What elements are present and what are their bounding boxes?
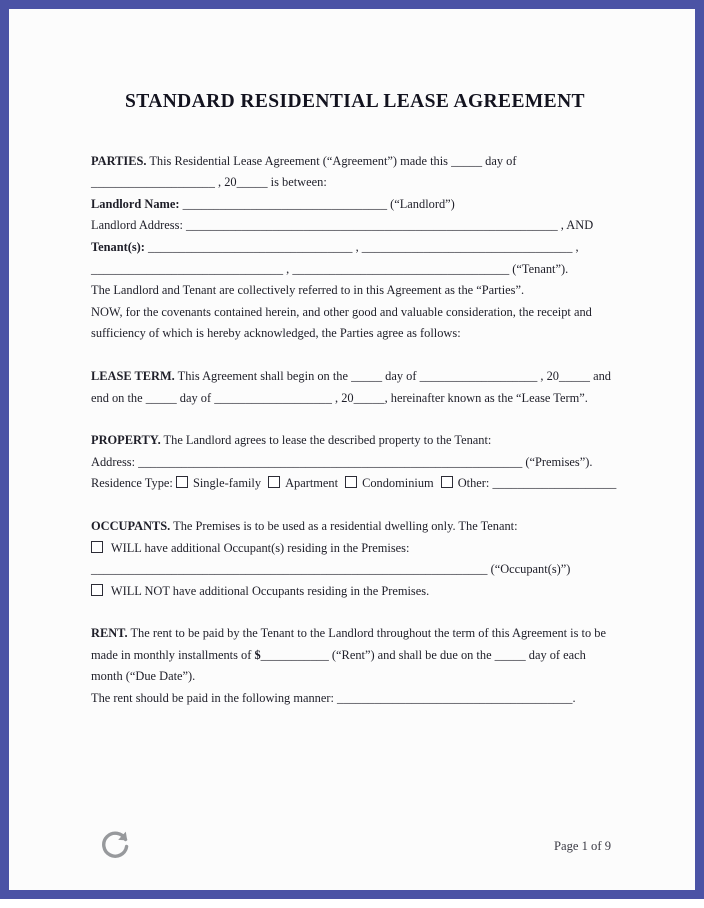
text-run: The Landlord agrees to lease the described property to the Tenant: — [160, 433, 492, 448]
blank-begin-year: _____ — [559, 368, 590, 383]
residence-type-line — [91, 473, 619, 495]
rent-paragraph — [91, 623, 619, 688]
text-run: , — [283, 261, 293, 276]
text-run: , AND — [557, 218, 594, 233]
text-run: , — [352, 239, 362, 254]
blank-end-month: ___________________ — [214, 390, 332, 405]
text-run: day of — [382, 368, 420, 383]
blank-due-day: _____ — [494, 647, 526, 662]
tenants-line — [91, 237, 619, 280]
text-run: The Premises is to be used as a residential dwelling only. The Tenant: — [170, 518, 518, 533]
blank-tenant-2: __________________________________ — [361, 239, 573, 254]
blank-tenant-4: ___________________________________ — [292, 261, 510, 276]
dollar-sign: $ — [254, 647, 261, 662]
text-run: . — [572, 691, 576, 706]
landlord-address-label: Landlord Address: — [91, 218, 186, 233]
text-run: This Residential Lease Agreement (“Agreement”) made this — [146, 153, 452, 168]
page-footer — [97, 828, 611, 864]
document-title: STANDARD RESIDENTIAL LEASE AGREEMENT — [125, 91, 585, 112]
occupants-will-not-line — [91, 581, 619, 603]
section-lease-term — [91, 366, 619, 409]
blank-landlord-address: ____________________________________________________________ — [185, 218, 558, 233]
checkbox-single-family-icon — [176, 476, 188, 488]
property-heading: PROPERTY. — [91, 433, 161, 448]
blank-begin-day: _____ — [351, 368, 383, 383]
rent-manner-line — [91, 688, 619, 710]
manner-label: The rent should be paid in the following manner: — [91, 691, 338, 706]
text-run: WILL NOT have additional Occupants residing in the Premises. — [108, 583, 430, 598]
text-run: WILL have additional Occupant(s) residing in the Premises: — [108, 540, 410, 555]
text-run: day of — [482, 153, 517, 168]
text-run: day of each month (“Due Date”). — [91, 647, 586, 684]
text-run: This Agreement shall begin on the — [174, 368, 352, 383]
checkbox-condominium-icon — [345, 476, 357, 488]
occupants-heading: OCCUPANTS. — [91, 518, 171, 533]
landlord-name-line — [91, 194, 619, 216]
blank-property-address: ______________________________________________________________ — [138, 454, 523, 469]
residence-type-label: Residence Type: — [91, 476, 176, 491]
parties-intro-line — [91, 151, 619, 194]
blank-begin-month: ___________________ — [419, 368, 538, 383]
text-run: The rent to be paid by the Tenant to the Landlord throughout the term of this Agreement is to be made in monthly installments of — [91, 626, 606, 662]
blank-other-type: ____________________ — [492, 476, 617, 491]
blank-occupant-names: ________________________________________________________________ — [91, 562, 488, 577]
text-run: , 20 — [331, 390, 354, 405]
occupants-blank-line — [91, 559, 619, 581]
blank-day: _____ — [451, 153, 483, 168]
blank-month: ____________________ — [91, 175, 215, 190]
occupants-intro-line — [91, 516, 619, 538]
parties-heading: PARTIES. — [91, 153, 147, 168]
parties-collective-line: The Landlord and Tenant are collectively referred to in this Agreement as the “Parties”. — [91, 283, 525, 298]
checkbox-apartment-icon — [268, 476, 280, 488]
circular-arrow-logo-icon — [97, 828, 133, 864]
option-apartment-label: Apartment — [285, 476, 339, 491]
section-parties — [91, 151, 619, 345]
section-property — [91, 430, 619, 495]
text-run: (“Tenant”). — [509, 261, 569, 276]
text-run: , 20 — [214, 175, 237, 190]
option-other — [441, 476, 493, 490]
lease-term-heading: LEASE TERM. — [91, 368, 175, 383]
blank-tenant-1: _________________________________ — [148, 239, 353, 254]
text-run: (“Premises”). — [522, 454, 593, 469]
text-run: is between: — [267, 175, 327, 190]
section-occupants — [91, 516, 619, 602]
blank-payment-manner: ______________________________________ — [337, 691, 573, 706]
option-single-family-label: Single-family — [192, 476, 262, 491]
blank-landlord-name: _________________________________ — [182, 196, 388, 211]
text-run: , 20 — [537, 368, 559, 383]
parties-now-clause: NOW, for the covenants contained herein, and other good and valuable consideration, the receipt and sufficiency of which is hereby acknowledged, the Parties agree as follows: — [91, 304, 592, 341]
tenants-label: Tenant(s): — [91, 239, 149, 254]
occupants-will-line — [91, 538, 619, 560]
checkbox-will-not-icon — [91, 584, 103, 596]
section-rent — [91, 623, 619, 709]
option-condominium — [345, 476, 434, 490]
blank-tenant-3: _______________________________ — [91, 261, 284, 276]
lease-document-page — [9, 9, 695, 710]
option-single-family — [176, 476, 261, 490]
option-other-label: Other: — [457, 476, 493, 491]
rent-heading: RENT. — [91, 626, 128, 641]
text-run: and end on the — [91, 368, 611, 405]
page-number: Page 1 of 9 — [553, 838, 611, 853]
landlord-name-label: Landlord Name: — [91, 196, 183, 211]
lease-term-paragraph — [91, 366, 619, 409]
property-intro-line — [91, 430, 619, 452]
option-condominium-label: Condominium — [362, 476, 434, 491]
landlord-address-line — [91, 215, 619, 237]
text-run: (“Rent”) and shall be due on the — [328, 647, 495, 662]
property-address-line — [91, 452, 619, 474]
address-label: Address: — [91, 454, 139, 469]
text-run: , — [572, 239, 579, 254]
text-run: , hereinafter known as the “Lease Term”. — [384, 390, 588, 405]
option-apartment — [268, 476, 338, 490]
text-run: (“Landlord”) — [387, 196, 455, 211]
text-run: (“Occupant(s)”) — [487, 562, 571, 577]
checkbox-other-icon — [441, 476, 453, 488]
blank-end-year: _____ — [353, 390, 385, 405]
blank-year: _____ — [236, 175, 268, 190]
text-run: day of — [176, 390, 215, 405]
checkbox-will-icon — [91, 541, 103, 553]
blank-rent-amount: ___________ — [260, 647, 329, 662]
blank-end-day: _____ — [145, 390, 177, 405]
